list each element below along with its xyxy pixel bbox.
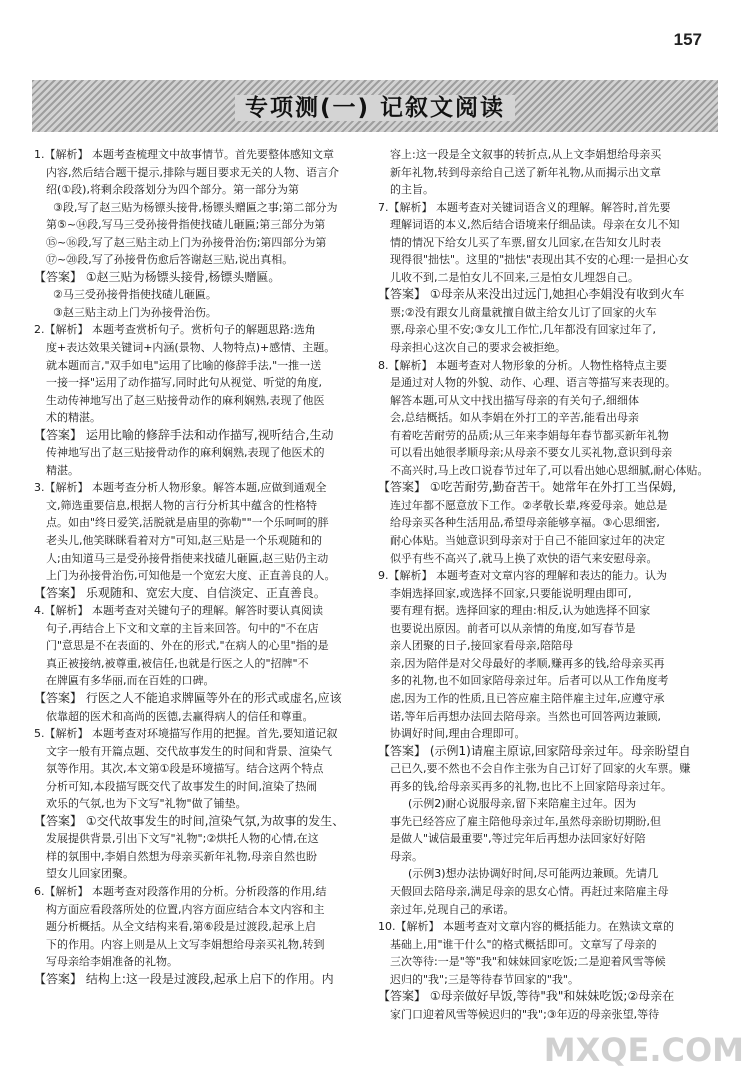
text-line: 【答案】 (示例1)请雇主原谅,回家陪母亲过年。母亲盼望自 xyxy=(378,743,691,758)
page-number: 157 xyxy=(673,30,702,49)
text-line: 票,母亲心里不安;③女儿工作忙,几年都没有回家过年了, xyxy=(390,323,657,337)
text-line: 解答本题,可从文中找出描写母亲的有关句子,细细体 xyxy=(390,393,639,407)
watermark: MXQE.COM xyxy=(543,1031,744,1069)
text-line: 是通过对人物的外貌、动作、心理、语言等描写来表现的。 xyxy=(390,376,676,390)
text-line: 天假回去陪母亲,满足母亲的思女心情。再赶过来陪雇主母 xyxy=(390,884,669,898)
text-line: 2.【解析】 本题考查赏析句子。赏析句子的解题思路:选角 xyxy=(34,323,316,337)
text-line: 8.【解析】 本题考查对人物形象的分析。人物性格特点主要 xyxy=(378,358,667,372)
text-line: 4.【解析】 本题考查对关键句子的理解。解答时要认真阅读 xyxy=(34,604,323,618)
text-line: 三次等待:一是"等"我"和妹妹回家吃饭;二是迎着风雪等候 xyxy=(390,955,666,969)
text-line: 老头儿,他笑眯眯看着对方"可知,赵三贴是一个乐观随和的 xyxy=(46,534,323,548)
text-line: ③段,写了赵三贴为杨镖头接骨,杨镖头赠匾之事;第二部分为 xyxy=(53,200,338,214)
text-line: 事先已经答应了雇主陪他母亲过年,虽然母亲盼切期盼,但 xyxy=(390,814,661,828)
text-line: 下的作用。内容上则是从上文写李娟想给母亲买礼物,转到 xyxy=(46,937,325,951)
text-line: 6.【解析】 本题考查对段落作用的分析。分析段落的作用,结 xyxy=(34,884,327,898)
text-line: 也要说出原因。前者可以从亲情的角度,如写春节是 xyxy=(390,621,636,635)
text-line: 的主旨。 xyxy=(390,183,434,197)
text-line: 诺,等年后再想办法回去陪母亲。当然也可回答两边兼顾, xyxy=(390,709,661,723)
text-line: 现得很"拙怯"。这里的"拙怯"表现出其不安的心理:一是担心女 xyxy=(390,253,689,267)
text-line: 己已久,要不然也不会自作主张为自己订好了回家的火车票。赚 xyxy=(390,762,691,776)
text-line: 构方面应看段落所处的位置,内容方面应结合本文内容和主 xyxy=(46,902,325,916)
text-line: 7.【解析】 本题考查对关键词语含义的理解。解答时,首先要 xyxy=(378,200,671,214)
text-line: 是做人"诚信最重要",等过完年后再想办法回家好好陪 xyxy=(390,832,646,846)
text-line: 迟归的"我";三是等待春节回家的"我"。 xyxy=(390,972,579,986)
text-line: 欢乐的气氛,也为下文写"礼物"做了铺垫。 xyxy=(46,797,247,811)
text-line: 3.【解析】 本题考查分析人物形象。解答本题,应做到通观全 xyxy=(34,481,327,495)
text-line: 望女儿回家团聚。 xyxy=(46,867,134,881)
text-line: 分析可知,本段描写既交代了故事发生的时间,渲染了热闹 xyxy=(46,779,317,793)
text-line: 理解词语的本义,然后结合语境来仔细品读。母亲在女儿不知 xyxy=(390,218,680,232)
text-line: 度+表达效果关键词+内涵(景物、人物特点)+感情、主题。 xyxy=(46,341,336,355)
text-line: 可以看出她很孝顺母亲;从母亲不要女儿买礼物,意识到母亲 xyxy=(390,446,673,460)
text-line: 【答案】 行医之人不能追求牌匾等外在的形式或虚名,应该 xyxy=(34,690,342,705)
section-title: 专项测(一) 记叙文阅读 xyxy=(235,95,515,121)
text-line: 绍(①段),将剩余段落划分为四个部分。第一部分为第 xyxy=(46,183,299,197)
text-line: 传神地写出了赵三贴接骨动作的麻利娴熟,表现了他医术的 xyxy=(46,446,325,460)
text-line: 亲人团聚的日子,接回家看母亲,陪陪母 xyxy=(390,639,573,653)
text-line: ⑰~⑳段,写了孙接骨伤愈后答谢赵三贴,说出真相。 xyxy=(46,253,294,267)
text-line: 不高兴时,马上改口说春节过年了,可以看出她心思细腻,耐心体贴。 xyxy=(390,463,709,477)
text-line: 【答案】 ①母亲做好早饭,等待"我"和妹妹吃饭;②母亲在 xyxy=(378,989,675,1004)
text-line: 写母亲给李娟准备的礼物。 xyxy=(46,955,178,969)
text-line: 在牌匾有多华丽,而在百姓的口碑。 xyxy=(46,674,215,688)
text-line: 发展提供背景,引出下文写"礼物";②烘托人物的心情,在这 xyxy=(46,832,319,846)
text-line: 题分析概括。从全文结构来看,第⑥段是过渡段,起承上启 xyxy=(46,920,316,934)
text-line: 10.【解析】 本题考查对文章内容的概括能力。在熟读文章的 xyxy=(378,920,674,934)
text-line: 再多的钱,给母亲买再多的礼物,也比不上回家陪母亲过年。 xyxy=(390,779,672,793)
text-line: 亲过年,兑现自己的承诺。 xyxy=(390,902,515,916)
text-line: 儿收不到,二是怕女儿不回来,三是怕女儿埋怨自己。 xyxy=(390,270,639,284)
text-line: 要有理有据。选择回家的理由:相反,认为她选择不回家 xyxy=(390,604,651,618)
text-line: 情的情况下给女儿买了车票,留女儿回家,在告知女儿时表 xyxy=(390,235,661,249)
text-line: 门"意思是不在表面的、外在的形式,"在病人的心里"指的是 xyxy=(46,639,329,653)
text-line: 第⑤~⑭段,写马三受孙接骨指使找碴儿砸匾;第三部分为第 xyxy=(46,218,326,232)
text-line: 就本题而言,"双手如电"运用了比喻的修辞手法,"一推一送 xyxy=(46,358,322,372)
text-line: 【答案】 结构上:这一段是过渡段,起承上启下的作用。内 xyxy=(34,971,334,986)
text-line: 精湛。 xyxy=(46,463,79,477)
text-line: 氛等作用。其次,本文第①段是环境描写。结合这两个特点 xyxy=(46,762,324,776)
text-line: 母亲。 xyxy=(390,849,423,863)
text-line: 点。如由"终日爱笑,活脱就是庙里的弥勒""一个乐呵呵的胖 xyxy=(46,516,329,530)
text-line: 【答案】 ①赵三贴为杨镖头接骨,杨镖头赠匾。 xyxy=(34,269,281,284)
text-line: 真正被接纳,被尊重,被信任,也就是行医之人的"招牌"不 xyxy=(46,656,309,670)
text-line: 虑,因为工作的性质,且已答应雇主陪伴雇主过年,应遵守承 xyxy=(390,691,665,705)
text-line: 句子,再结合上下文和文章的主旨来回答。句中的"不在店 xyxy=(46,621,319,635)
right-column xyxy=(378,146,710,1064)
text-line: 1.【解析】 本题考查梳理文中故事情节。首先要整体感知文章 xyxy=(34,148,334,161)
text-line: 文,筛选重要信息,根据人物的言行分析其中蕴含的性格特 xyxy=(46,498,317,512)
text-line: 连过年都不愿意放下工作。②孝敬长辈,疼爱母亲。她总是 xyxy=(390,498,668,512)
left-column xyxy=(34,146,366,1064)
section-title-banner xyxy=(32,80,718,132)
text-line: (示例3)想办法协调好时间,尽可能两边兼顾。先请几 xyxy=(408,867,659,881)
text-line: 上门为孙接骨治伤,可知他是一个宽宏大度、正直善良的人。 xyxy=(46,569,336,583)
text-line: 多的礼物,也不如回家陪母亲过年。后者可以从工作角度考 xyxy=(390,674,669,688)
text-line: 依靠超的医术和高尚的医德,去赢得病人的信任和尊重。 xyxy=(46,709,314,723)
text-line: 母亲担心这次自己的要求会被拒绝。 xyxy=(390,341,566,355)
text-line: 9.【解析】 本题考查对文章内容的理解和表达的能力。认为 xyxy=(378,569,667,583)
text-line: 亲,因为陪伴是对父母最好的孝顺,赚再多的钱,给母亲买再 xyxy=(390,656,665,670)
text-line: 家门口迎着风雪等候迟归的"我";③年迈的母亲张望,等待 xyxy=(390,1007,660,1021)
text-line: 样的氛围中,李娟自然想为母亲买新年礼物,母亲自然也盼 xyxy=(46,849,317,863)
text-line: 似乎有些不高兴了,就马上换了欢快的语气来安慰母亲。 xyxy=(390,551,658,565)
text-line: 【答案】 ①吃苦耐劳,勤奋苦干。她常年在外打工当保姆, xyxy=(378,480,677,495)
text-line: 文字一般有开篇点题、交代故事发生的时间和背景、渲染气 xyxy=(46,744,332,758)
text-line: 一接一择"运用了动作描写,同时此句从视觉、听觉的角度, xyxy=(46,376,323,390)
text-line: 票;②没有跟女儿商量就擅自做主给女儿订了回家的火车 xyxy=(390,305,657,319)
text-line: 【答案】 ①交代故事发生的时间,渲染气氛,为故事的发生、 xyxy=(34,813,345,828)
text-line: 会,总结概括。如从李娟在外打工的辛苦,能看出母亲 xyxy=(390,411,639,425)
text-line: 李娟选择回家,或选择不回家,只要能说明理由即可, xyxy=(390,586,632,600)
text-line: 内容,然后结合题干提示,排除与题目要求无关的人物、语言介 xyxy=(46,165,339,179)
text-line: 【答案】 运用比喻的修辞手法和动作描写,视听结合,生动 xyxy=(34,427,334,442)
text-line: 新年礼物,转到母亲给自己送了新年礼物,从而揭示出文章 xyxy=(390,165,661,179)
text-line: 给母亲买各种生活用品,希望母亲能够享福。③心思细密, xyxy=(390,516,660,530)
text-line: 有着吃苦耐劳的品质;从三年来李娟每年春节都买新年礼物 xyxy=(390,428,669,442)
text-line: 耐心体贴。当她意识到母亲对于自己不能回家过年的决定 xyxy=(390,534,665,548)
text-line: 【答案】 ①母亲从来没出过远门,她担心李娟没有收到火车 xyxy=(378,287,685,302)
text-line: (示例2)耐心说服母亲,留下来陪雇主过年。因为 xyxy=(408,797,637,811)
text-line: 容上:这一段是全文叙事的转折点,从上文李娟想给母亲买 xyxy=(390,148,662,161)
text-line: 5.【解析】 本题考查对环境描写作用的把握。首先,要知道记叙 xyxy=(34,727,338,741)
text-line: ②马三受孙接骨指使找碴儿砸匾。 xyxy=(53,288,217,302)
text-line: ③赵三贴主动上门为孙接骨治伤。 xyxy=(53,305,217,319)
text-line: 基础上,用"谁干什么"的格式概括即可。文章写了母亲的 xyxy=(390,937,657,951)
text-line: 生动传神地写出了赵三贴接骨动作的麻利娴熟,表现了他医 xyxy=(46,393,325,407)
text-line: 协调好时间,理由合理即可。 xyxy=(390,727,526,741)
text-line: 术的精湛。 xyxy=(46,411,101,425)
text-line: 【答案】 乐观随和、宽宏大度、自信淡定、正直善良。 xyxy=(34,585,326,600)
text-line: ⑮~⑯段,写了赵三贴主动上门为孙接骨治伤;第四部分为第 xyxy=(46,235,327,249)
text-line: 人;由知道马三是受孙接骨指使来找碴儿砸匾,赵三贴仍主动 xyxy=(46,551,329,565)
